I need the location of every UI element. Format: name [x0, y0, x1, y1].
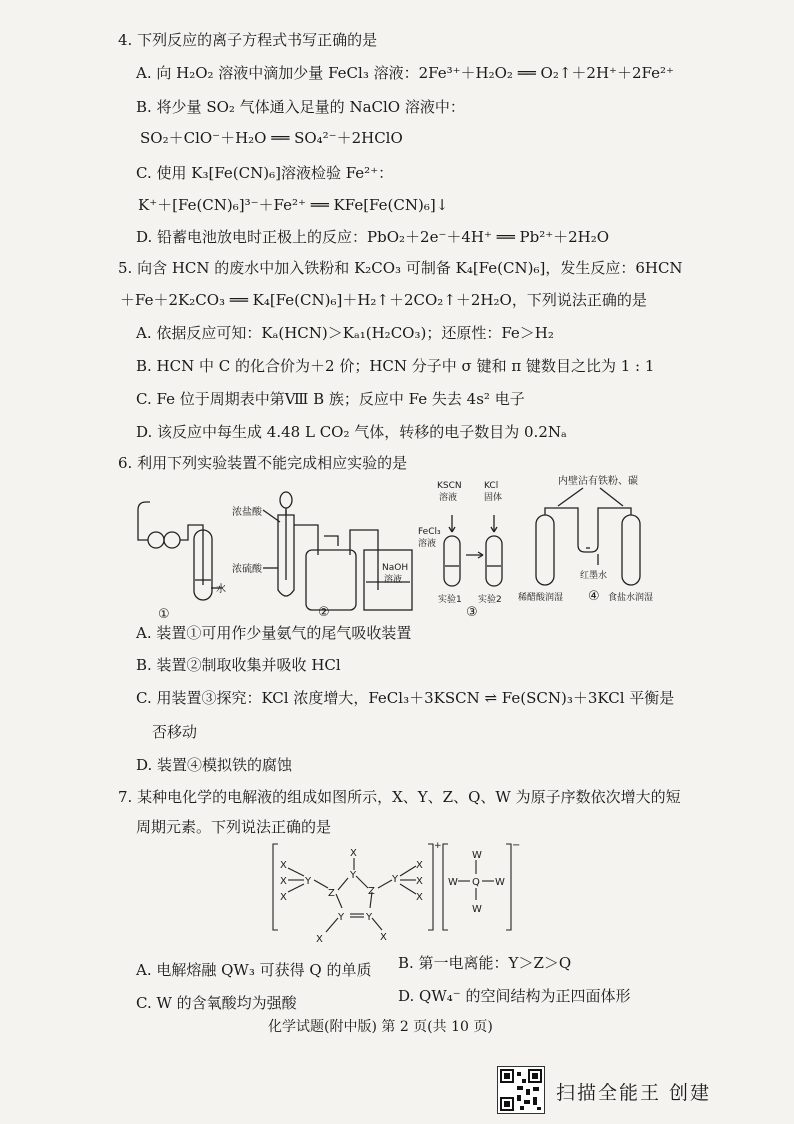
atom-y: Y [366, 912, 373, 923]
atom-z: Z [328, 888, 335, 899]
label-water: 水 [216, 584, 226, 595]
q6-option-a: A. 装置①可用作少量氨气的尾气吸收装置 [136, 624, 412, 642]
q5-option-a: A. 依据反应可知：Kₐ(HCN)＞Kₐ₁(H₂CO₃)；还原性：Fe＞H₂ [136, 324, 554, 342]
q6-option-c-line1: C. 用装置③探究：KCl 浓度增大，FeCl₃＋3KSCN ⇌ Fe(SCN)₃＋3KCl 平衡是 [136, 689, 675, 707]
q4-option-c-line2: K⁺＋[Fe(CN)₆]³⁻＋Fe²⁺ ══ KFe[Fe(CN)₆]↓ [138, 196, 449, 214]
q4-option-a: A. 向 H₂O₂ 溶液中滴加少量 FeCl₃ 溶液：2Fe³⁺＋H₂O₂ ══ O₂↑＋2H⁺＋2Fe²⁺ [136, 64, 674, 82]
atom-y: Y [305, 876, 312, 887]
q7-option-d: D. QW₄⁻ 的空间结构为正四面体形 [398, 987, 631, 1005]
cation-charge: + [434, 841, 442, 851]
q4-option-b-line2: SO₂＋ClO⁻＋H₂O ══ SO₄²⁻＋2HClO [140, 129, 403, 147]
q4-stem: 4. 下列反应的离子方程式书写正确的是 [118, 31, 378, 49]
atom-x: X [316, 934, 323, 945]
label-acetic-acid: 稀醋酸润湿 [518, 593, 564, 603]
label-kcl-solid: 固体 [484, 493, 503, 503]
label-apparatus-4: ④ [588, 589, 600, 604]
atom-y: Y [392, 874, 399, 885]
atom-x: X [350, 848, 357, 859]
q7-structure-figure [268, 838, 528, 948]
label-conc-h2so4: 浓硫酸 [232, 564, 262, 575]
qr-code-icon [497, 1066, 545, 1114]
atom-w: W [472, 850, 482, 861]
q6-apparatus-figure [128, 470, 688, 620]
atom-z: Z [368, 886, 375, 897]
label-fecl3: FeCl₃ [418, 527, 441, 537]
scanner-watermark: 扫描全能王 创建 [556, 1082, 712, 1104]
q5-stem-line1: 5. 向含 HCN 的废水中加入铁粉和 K₂CO₃ 可制备 K₄[Fe(CN)₆]，发生反应：6HCN [118, 259, 683, 277]
atom-x: X [416, 892, 423, 903]
page-footer: 化学试题(附中版) 第 2 页(共 10 页) [268, 1019, 493, 1035]
label-kcl: KCl [484, 481, 499, 491]
q5-option-d: D. 该反应中每生成 4.48 L CO₂ 气体，转移的电子数目为 0.2Nₐ [136, 423, 567, 441]
q7-option-b: B. 第一电离能：Y＞Z＞Q [398, 954, 572, 972]
label-apparatus-3: ③ [466, 605, 478, 620]
label-inner-wall: 内壁沾有铁粉、碳 [558, 476, 638, 487]
label-conc-hcl: 浓盐酸 [232, 507, 262, 518]
q6-option-d: D. 装置④模拟铁的腐蚀 [136, 756, 293, 774]
label-apparatus-1: ① [158, 607, 170, 620]
atom-x: X [280, 876, 287, 887]
label-experiment-1: 实验1 [438, 595, 462, 605]
label-experiment-2: 实验2 [478, 595, 502, 605]
q7-option-a: A. 电解熔融 QW₃ 可获得 Q 的单质 [136, 961, 372, 979]
atom-x: X [380, 932, 387, 943]
apparatus-2 [263, 492, 412, 610]
q6-stem: 6. 利用下列实验装置不能完成相应实验的是 [118, 454, 408, 472]
q7-stem-line1: 7. 某种电化学的电解液的组成如图所示，X、Y、Z、Q、W 为原子序数依次增大的短 [118, 788, 681, 806]
label-red-ink: 红墨水 [580, 571, 608, 581]
q5-option-b: B. HCN 中 C 的化合价为＋2 价；HCN 分子中 σ 键和 π 键数目之比为 1 : 1 [136, 357, 655, 375]
label-solution: 溶液 [384, 575, 403, 585]
q6-option-c-line2: 否移动 [152, 723, 198, 741]
q4-option-c-line1: C. 使用 K₃[Fe(CN)₆]溶液检验 Fe²⁺： [136, 164, 394, 182]
atom-x: X [416, 860, 423, 871]
q4-option-d: D. 铅蓄电池放电时正极上的反应：PbO₂＋2e⁻＋4H⁺ ══ Pb²⁺＋2H₂O [136, 228, 610, 246]
label-brine: 食盐水润湿 [608, 593, 654, 603]
q5-stem-line2: ＋Fe＋2K₂CO₃ ══ K₄[Fe(CN)₆]＋H₂↑＋2CO₂↑＋2H₂O，下列说法正确的是 [120, 291, 647, 309]
atom-w: W [448, 877, 458, 888]
q5-option-c: C. Fe 位于周期表中第Ⅷ B 族；反应中 Fe 失去 4s² 电子 [136, 390, 525, 408]
atom-w: W [495, 877, 505, 888]
label-kscn: KSCN [437, 481, 462, 491]
q6-option-b: B. 装置②制取收集并吸收 HCl [136, 656, 341, 674]
label-fecl3-solution: 溶液 [418, 539, 437, 549]
label-naoh: NaOH [382, 563, 409, 573]
structure-atoms [280, 840, 520, 945]
q4-option-b-line1: B. 将少量 SO₂ 气体通入足量的 NaClO 溶液中： [136, 98, 465, 116]
atom-y: Y [350, 870, 357, 881]
atom-q: Q [472, 877, 480, 888]
label-kscn-solution: 溶液 [439, 493, 458, 503]
atom-w: W [472, 904, 482, 915]
q7-option-c: C. W 的含氧酸均为强酸 [136, 994, 297, 1012]
apparatus-3 [444, 515, 502, 586]
atom-x: X [280, 860, 287, 871]
atom-x: X [416, 876, 423, 887]
atom-y: Y [338, 912, 345, 923]
q7-stem-line2: 周期元素。下列说法正确的是 [136, 818, 332, 836]
label-apparatus-2: ② [318, 605, 330, 620]
anion-charge: − [512, 840, 521, 851]
atom-x: X [280, 892, 287, 903]
apparatus-1 [138, 502, 223, 600]
